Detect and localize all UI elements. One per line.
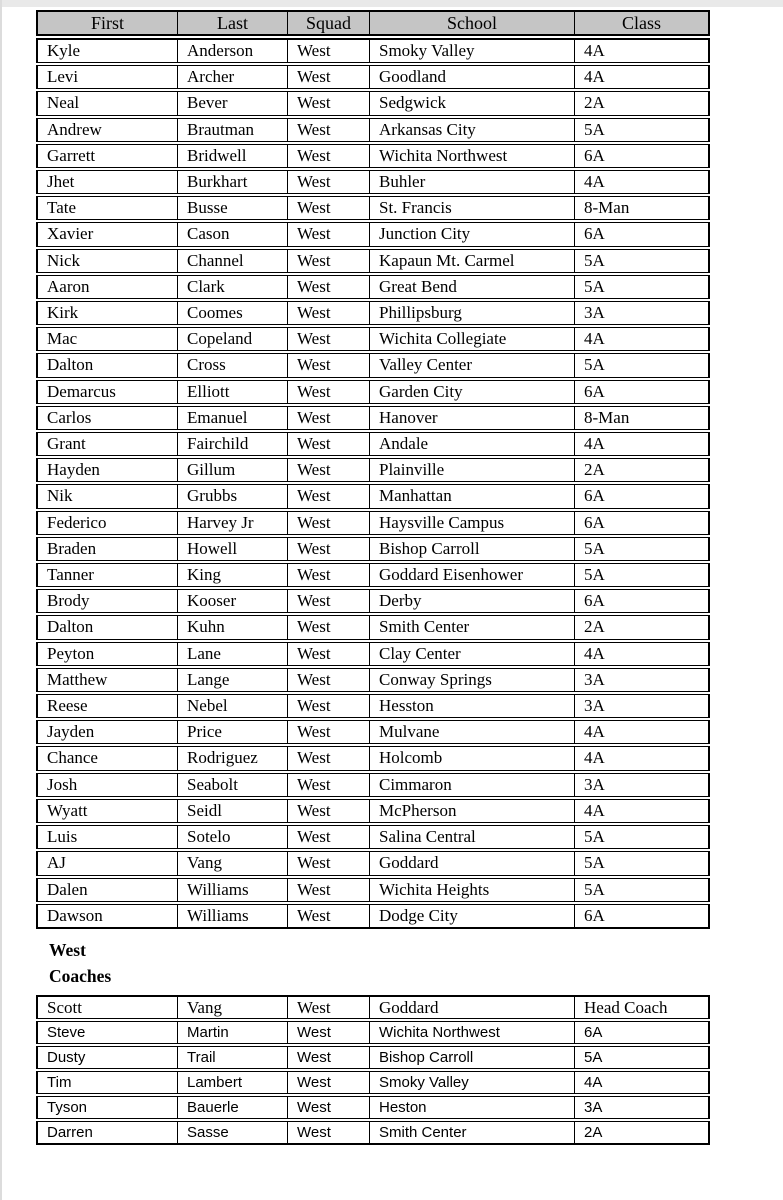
cell-class: 5A bbox=[575, 825, 710, 849]
cell-squad: West bbox=[288, 118, 370, 142]
cell-squad: West bbox=[288, 720, 370, 744]
cell-class: 4A bbox=[575, 1071, 710, 1094]
cell-last: Elliott bbox=[178, 380, 288, 404]
column-header-squad: Squad bbox=[288, 10, 370, 36]
cell-first: Tate bbox=[36, 196, 178, 220]
cell-squad: West bbox=[288, 458, 370, 482]
cell-first: Mac bbox=[36, 327, 178, 351]
cell-last: Burkhart bbox=[178, 170, 288, 194]
cell-school: Conway Springs bbox=[370, 668, 575, 692]
cell-class: 6A bbox=[575, 380, 710, 404]
page-top-strip bbox=[0, 0, 783, 7]
table-row bbox=[36, 773, 710, 797]
cell-squad: West bbox=[288, 301, 370, 325]
cell-first: Matthew bbox=[36, 668, 178, 692]
cell-first: Luis bbox=[36, 825, 178, 849]
cell-class: 3A bbox=[575, 301, 710, 325]
players-table-header bbox=[36, 10, 710, 36]
cell-squad: West bbox=[288, 746, 370, 770]
cell-class: 2A bbox=[575, 1121, 710, 1145]
cell-squad: West bbox=[288, 878, 370, 902]
cell-school: Manhattan bbox=[370, 484, 575, 508]
header-row bbox=[36, 10, 710, 36]
cell-school: Smith Center bbox=[370, 615, 575, 639]
cell-class: 5A bbox=[575, 851, 710, 875]
cell-school: Wichita Collegiate bbox=[370, 327, 575, 351]
cell-last: Bauerle bbox=[178, 1096, 288, 1119]
table-row bbox=[36, 642, 710, 666]
cell-class: 6A bbox=[575, 511, 710, 535]
cell-last: Lambert bbox=[178, 1071, 288, 1094]
cell-school: Mulvane bbox=[370, 720, 575, 744]
cell-class: 3A bbox=[575, 694, 710, 718]
cell-class: 5A bbox=[575, 249, 710, 273]
cell-squad: West bbox=[288, 668, 370, 692]
cell-last: Vang bbox=[178, 851, 288, 875]
cell-school: Goddard bbox=[370, 851, 575, 875]
cell-first: Kirk bbox=[36, 301, 178, 325]
table-row bbox=[36, 511, 710, 535]
table-row bbox=[36, 825, 710, 849]
cell-school: Hanover bbox=[370, 406, 575, 430]
cell-last: Vang bbox=[178, 995, 288, 1019]
cell-squad: West bbox=[288, 327, 370, 351]
cell-school: Heston bbox=[370, 1096, 575, 1119]
cell-first: Darren bbox=[36, 1121, 178, 1145]
table-row bbox=[36, 65, 710, 89]
cell-class: 5A bbox=[575, 878, 710, 902]
cell-last: Seabolt bbox=[178, 773, 288, 797]
cell-first: Xavier bbox=[36, 222, 178, 246]
table-row bbox=[36, 91, 710, 115]
cell-last: Bever bbox=[178, 91, 288, 115]
cell-school: Kapaun Mt. Carmel bbox=[370, 249, 575, 273]
table-row bbox=[36, 406, 710, 430]
cell-school: Salina Central bbox=[370, 825, 575, 849]
cell-class: 4A bbox=[575, 642, 710, 666]
cell-last: Lane bbox=[178, 642, 288, 666]
cell-school: Bishop Carroll bbox=[370, 1046, 575, 1069]
cell-squad: West bbox=[288, 1071, 370, 1094]
cell-first: Demarcus bbox=[36, 380, 178, 404]
cell-class: 5A bbox=[575, 563, 710, 587]
cell-school: Plainville bbox=[370, 458, 575, 482]
cell-first: Garrett bbox=[36, 144, 178, 168]
cell-class: 4A bbox=[575, 327, 710, 351]
table-row bbox=[36, 746, 710, 770]
cell-squad: West bbox=[288, 1096, 370, 1119]
cell-school: Clay Center bbox=[370, 642, 575, 666]
cell-first: Andrew bbox=[36, 118, 178, 142]
cell-class: 8-Man bbox=[575, 406, 710, 430]
table-row bbox=[36, 995, 710, 1019]
cell-last: Kooser bbox=[178, 589, 288, 613]
cell-school: Junction City bbox=[370, 222, 575, 246]
cell-first: Dalen bbox=[36, 878, 178, 902]
cell-squad: West bbox=[288, 694, 370, 718]
column-header-class: Class bbox=[575, 10, 710, 36]
cell-last: Copeland bbox=[178, 327, 288, 351]
cell-first: Grant bbox=[36, 432, 178, 456]
cell-last: Harvey Jr bbox=[178, 511, 288, 535]
cell-last: Martin bbox=[178, 1021, 288, 1044]
cell-school: Sedgwick bbox=[370, 91, 575, 115]
cell-last: Sotelo bbox=[178, 825, 288, 849]
cell-class: Head Coach bbox=[575, 995, 710, 1019]
cell-last: Bridwell bbox=[178, 144, 288, 168]
cell-squad: West bbox=[288, 222, 370, 246]
cell-last: Lange bbox=[178, 668, 288, 692]
cell-last: Seidl bbox=[178, 799, 288, 823]
cell-last: Cross bbox=[178, 353, 288, 377]
cell-school: Cimmaron bbox=[370, 773, 575, 797]
table-row bbox=[36, 668, 710, 692]
cell-first: Nick bbox=[36, 249, 178, 273]
cell-squad: West bbox=[288, 65, 370, 89]
table-row bbox=[36, 537, 710, 561]
table-row bbox=[36, 851, 710, 875]
table-row bbox=[36, 878, 710, 902]
cell-first: Kyle bbox=[36, 38, 178, 63]
cell-first: AJ bbox=[36, 851, 178, 875]
cell-squad: West bbox=[288, 589, 370, 613]
cell-class: 6A bbox=[575, 589, 710, 613]
cell-first: Tyson bbox=[36, 1096, 178, 1119]
cell-school: Goodland bbox=[370, 65, 575, 89]
table-row bbox=[36, 615, 710, 639]
cell-first: Josh bbox=[36, 773, 178, 797]
table-row bbox=[36, 563, 710, 587]
cell-class: 5A bbox=[575, 537, 710, 561]
cell-last: Cason bbox=[178, 222, 288, 246]
cell-last: Channel bbox=[178, 249, 288, 273]
cell-first: Scott bbox=[36, 995, 178, 1019]
cell-first: Nik bbox=[36, 484, 178, 508]
section-heading-line1: West bbox=[49, 939, 86, 960]
table-row bbox=[36, 458, 710, 482]
cell-school: Holcomb bbox=[370, 746, 575, 770]
section-heading-line2: Coaches bbox=[49, 965, 112, 986]
cell-squad: West bbox=[288, 1021, 370, 1044]
table-row bbox=[36, 170, 710, 194]
cell-squad: West bbox=[288, 196, 370, 220]
document-page bbox=[36, 8, 712, 1147]
table-row bbox=[36, 380, 710, 404]
cell-squad: West bbox=[288, 851, 370, 875]
cell-class: 6A bbox=[575, 1021, 710, 1044]
cell-school: Smith Center bbox=[370, 1121, 575, 1145]
cell-first: Levi bbox=[36, 65, 178, 89]
column-header-first: First bbox=[36, 10, 178, 36]
table-row bbox=[36, 720, 710, 744]
cell-last: King bbox=[178, 563, 288, 587]
cell-last: Kuhn bbox=[178, 615, 288, 639]
cell-class: 3A bbox=[575, 668, 710, 692]
cell-last: Grubbs bbox=[178, 484, 288, 508]
cell-last: Clark bbox=[178, 275, 288, 299]
cell-last: Nebel bbox=[178, 694, 288, 718]
cell-class: 4A bbox=[575, 799, 710, 823]
cell-squad: West bbox=[288, 353, 370, 377]
cell-class: 4A bbox=[575, 746, 710, 770]
table-row bbox=[36, 484, 710, 508]
table-row bbox=[36, 1071, 710, 1094]
table-row bbox=[36, 118, 710, 142]
cell-last: Rodriguez bbox=[178, 746, 288, 770]
cell-squad: West bbox=[288, 904, 370, 929]
cell-class: 4A bbox=[575, 170, 710, 194]
cell-first: Jayden bbox=[36, 720, 178, 744]
cell-first: Neal bbox=[36, 91, 178, 115]
cell-first: Tim bbox=[36, 1071, 178, 1094]
cell-school: McPherson bbox=[370, 799, 575, 823]
cell-last: Anderson bbox=[178, 38, 288, 63]
cell-last: Sasse bbox=[178, 1121, 288, 1145]
cell-class: 6A bbox=[575, 144, 710, 168]
cell-class: 4A bbox=[575, 38, 710, 63]
coaches-table bbox=[36, 993, 710, 1147]
cell-class: 2A bbox=[575, 615, 710, 639]
cell-class: 5A bbox=[575, 1046, 710, 1069]
cell-last: Gillum bbox=[178, 458, 288, 482]
cell-squad: West bbox=[288, 642, 370, 666]
cell-class: 2A bbox=[575, 91, 710, 115]
table-row bbox=[36, 432, 710, 456]
cell-squad: West bbox=[288, 1046, 370, 1069]
cell-school: Wichita Heights bbox=[370, 878, 575, 902]
cell-last: Williams bbox=[178, 904, 288, 929]
cell-school: Arkansas City bbox=[370, 118, 575, 142]
cell-class: 4A bbox=[575, 720, 710, 744]
cell-squad: West bbox=[288, 773, 370, 797]
cell-first: Dusty bbox=[36, 1046, 178, 1069]
cell-last: Busse bbox=[178, 196, 288, 220]
cell-school: Goddard bbox=[370, 995, 575, 1019]
cell-squad: West bbox=[288, 825, 370, 849]
cell-school: Valley Center bbox=[370, 353, 575, 377]
table-row bbox=[36, 222, 710, 246]
cell-last: Brautman bbox=[178, 118, 288, 142]
cell-last: Williams bbox=[178, 878, 288, 902]
cell-first: Reese bbox=[36, 694, 178, 718]
cell-class: 8-Man bbox=[575, 196, 710, 220]
cell-last: Archer bbox=[178, 65, 288, 89]
cell-squad: West bbox=[288, 432, 370, 456]
table-row bbox=[36, 589, 710, 613]
cell-class: 3A bbox=[575, 773, 710, 797]
table-row bbox=[36, 327, 710, 351]
section-heading-west-coaches bbox=[49, 937, 712, 989]
cell-first: Dawson bbox=[36, 904, 178, 929]
cell-squad: West bbox=[288, 615, 370, 639]
cell-class: 5A bbox=[575, 353, 710, 377]
cell-last: Fairchild bbox=[178, 432, 288, 456]
cell-squad: West bbox=[288, 799, 370, 823]
cell-school: Andale bbox=[370, 432, 575, 456]
cell-squad: West bbox=[288, 380, 370, 404]
cell-school: Derby bbox=[370, 589, 575, 613]
cell-first: Dalton bbox=[36, 615, 178, 639]
cell-squad: West bbox=[288, 563, 370, 587]
cell-school: St. Francis bbox=[370, 196, 575, 220]
cell-school: Wichita Northwest bbox=[370, 144, 575, 168]
cell-class: 5A bbox=[575, 118, 710, 142]
cell-first: Aaron bbox=[36, 275, 178, 299]
cell-squad: West bbox=[288, 249, 370, 273]
cell-squad: West bbox=[288, 91, 370, 115]
cell-first: Wyatt bbox=[36, 799, 178, 823]
cell-school: Goddard Eisenhower bbox=[370, 563, 575, 587]
cell-last: Howell bbox=[178, 537, 288, 561]
cell-squad: West bbox=[288, 511, 370, 535]
cell-first: Hayden bbox=[36, 458, 178, 482]
cell-class: 4A bbox=[575, 432, 710, 456]
cell-school: Haysville Campus bbox=[370, 511, 575, 535]
cell-squad: West bbox=[288, 995, 370, 1019]
cell-school: Phillipsburg bbox=[370, 301, 575, 325]
cell-squad: West bbox=[288, 1121, 370, 1145]
cell-school: Smoky Valley bbox=[370, 38, 575, 63]
table-row bbox=[36, 799, 710, 823]
table-row bbox=[36, 249, 710, 273]
table-row bbox=[36, 196, 710, 220]
cell-first: Peyton bbox=[36, 642, 178, 666]
table-row bbox=[36, 694, 710, 718]
cell-first: Jhet bbox=[36, 170, 178, 194]
cell-squad: West bbox=[288, 170, 370, 194]
cell-class: 6A bbox=[575, 222, 710, 246]
cell-squad: West bbox=[288, 275, 370, 299]
cell-school: Dodge City bbox=[370, 904, 575, 929]
cell-last: Trail bbox=[178, 1046, 288, 1069]
cell-first: Dalton bbox=[36, 353, 178, 377]
table-row bbox=[36, 353, 710, 377]
players-table bbox=[36, 8, 710, 931]
table-row bbox=[36, 275, 710, 299]
table-row bbox=[36, 301, 710, 325]
cell-last: Price bbox=[178, 720, 288, 744]
cell-first: Braden bbox=[36, 537, 178, 561]
cell-school: Bishop Carroll bbox=[370, 537, 575, 561]
cell-squad: West bbox=[288, 537, 370, 561]
cell-first: Carlos bbox=[36, 406, 178, 430]
cell-class: 2A bbox=[575, 458, 710, 482]
table-row bbox=[36, 1046, 710, 1069]
table-row bbox=[36, 38, 710, 63]
cell-class: 6A bbox=[575, 484, 710, 508]
cell-school: Smoky Valley bbox=[370, 1071, 575, 1094]
cell-squad: West bbox=[288, 484, 370, 508]
column-header-school: School bbox=[370, 10, 575, 36]
cell-squad: West bbox=[288, 144, 370, 168]
cell-class: 3A bbox=[575, 1096, 710, 1119]
cell-first: Brody bbox=[36, 589, 178, 613]
table-row bbox=[36, 1096, 710, 1119]
cell-school: Wichita Northwest bbox=[370, 1021, 575, 1044]
cell-class: 4A bbox=[575, 65, 710, 89]
cell-class: 5A bbox=[575, 275, 710, 299]
cell-first: Steve bbox=[36, 1021, 178, 1044]
table-row bbox=[36, 1121, 710, 1145]
cell-first: Federico bbox=[36, 511, 178, 535]
cell-school: Hesston bbox=[370, 694, 575, 718]
cell-first: Tanner bbox=[36, 563, 178, 587]
cell-class: 6A bbox=[575, 904, 710, 929]
cell-last: Coomes bbox=[178, 301, 288, 325]
cell-first: Chance bbox=[36, 746, 178, 770]
page-left-edge bbox=[0, 0, 2, 1200]
table-row bbox=[36, 904, 710, 929]
table-row bbox=[36, 144, 710, 168]
column-header-last: Last bbox=[178, 10, 288, 36]
cell-school: Buhler bbox=[370, 170, 575, 194]
cell-last: Emanuel bbox=[178, 406, 288, 430]
table-row bbox=[36, 1021, 710, 1044]
cell-squad: West bbox=[288, 38, 370, 63]
cell-squad: West bbox=[288, 406, 370, 430]
cell-school: Garden City bbox=[370, 380, 575, 404]
cell-school: Great Bend bbox=[370, 275, 575, 299]
